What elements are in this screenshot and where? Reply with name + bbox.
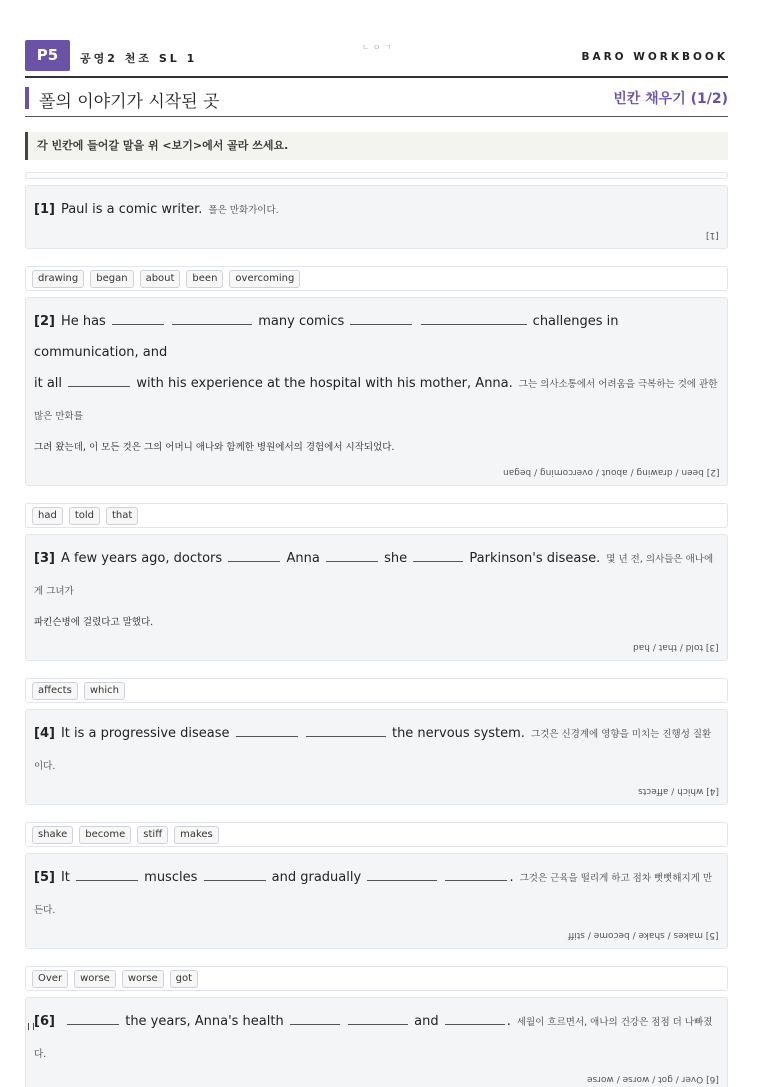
korean-translation: 세월이 흐르면서, 애나의 건강은 점점 더 나빠졌다. xyxy=(34,1017,713,1060)
top-header xyxy=(25,40,728,78)
question-text: . xyxy=(509,870,514,885)
word-chip: makes xyxy=(174,826,219,844)
question-number: [4] xyxy=(34,726,55,741)
word-chip: worse xyxy=(122,970,164,988)
question-text: It is a progressive disease xyxy=(60,726,230,741)
word-chip: overcoming xyxy=(229,270,300,288)
word-chip: Over xyxy=(32,970,68,988)
question-text: with his experience at the hospital with his mother, Anna. xyxy=(136,376,513,391)
answer-blank[interactable] xyxy=(445,867,507,881)
question-6 xyxy=(25,997,728,1087)
answer-blank[interactable] xyxy=(172,311,252,325)
title-accent-bar xyxy=(25,87,29,109)
question-number: [3] xyxy=(34,551,55,566)
question-number: [5] xyxy=(34,870,55,885)
word-bank-2 xyxy=(25,266,728,291)
answer-key: [4] which / affects xyxy=(638,786,719,796)
korean-translation-line xyxy=(34,607,719,638)
answer-blank[interactable] xyxy=(67,1011,119,1025)
word-chip: become xyxy=(79,826,131,844)
title-row xyxy=(25,84,728,117)
answer-blank[interactable] xyxy=(204,867,266,881)
question-text: Paul is a comic writer. xyxy=(60,202,203,217)
question-text: and xyxy=(414,1014,439,1029)
word-chip: been xyxy=(186,270,223,288)
question-1 xyxy=(25,185,728,249)
answer-blank[interactable] xyxy=(367,867,437,881)
word-chip: worse xyxy=(74,970,116,988)
answer-blank[interactable] xyxy=(445,1011,505,1025)
word-bank-4 xyxy=(25,678,728,703)
word-bank-3 xyxy=(25,503,728,528)
worksheet-page xyxy=(25,40,728,1087)
page-badge: P5 xyxy=(25,40,70,71)
question-line xyxy=(34,1006,719,1070)
question-text: and gradually xyxy=(271,870,362,885)
word-chip: had xyxy=(32,507,63,525)
word-bank-5 xyxy=(25,822,728,847)
answer-key: [1] xyxy=(706,230,719,240)
answer-blank[interactable] xyxy=(348,1011,408,1025)
korean-translation: 몇 년 전, 의사들은 애나에게 그녀가 xyxy=(34,554,714,597)
question-text: A few years ago, doctors xyxy=(60,551,223,566)
question-text: challenges in communication, and xyxy=(34,314,619,360)
question-line xyxy=(34,543,719,607)
answer-blank[interactable] xyxy=(112,311,164,325)
answer-blank[interactable] xyxy=(76,867,138,881)
empty-word-bank xyxy=(25,172,728,179)
korean-translation: 폴은 만화가이다. xyxy=(208,205,279,216)
page-title: 폴의 이야기가 시작된 곳 xyxy=(39,92,220,112)
question-4 xyxy=(25,709,728,805)
korean-translation: 그것은 신경계에 영향을 미치는 진행성 질환이다. xyxy=(34,729,712,772)
answer-key: [6] Over / got / worse / worse xyxy=(587,1074,719,1084)
question-text: Parkinson's disease. xyxy=(469,551,601,566)
word-chip: which xyxy=(84,682,125,700)
question-text: It xyxy=(60,870,70,885)
question-text: she xyxy=(384,551,408,566)
answer-blank[interactable] xyxy=(236,723,298,737)
answer-key: [2] been / drawing / about / overcoming / began xyxy=(502,467,719,477)
question-text: many comics xyxy=(258,314,345,329)
question-line xyxy=(34,368,719,432)
answer-blank[interactable] xyxy=(306,723,386,737)
instruction: 각 빈칸에 들어갈 말을 위 <보기>에서 골라 쓰세요. xyxy=(25,132,728,160)
answer-blank[interactable] xyxy=(68,373,130,387)
word-chip: began xyxy=(90,270,133,288)
question-2 xyxy=(25,297,728,486)
korean-translation: 그는 의사소통에서 어려움을 극복하는 것에 관한 많은 만화를 xyxy=(34,379,718,422)
answer-key: [3] told / that / had xyxy=(633,642,719,652)
question-3 xyxy=(25,534,728,661)
question-line xyxy=(34,718,719,782)
course-label: 공영2 천조 SL 1 xyxy=(80,52,198,65)
word-chip: drawing xyxy=(32,270,84,288)
word-chip: that xyxy=(106,507,138,525)
word-bank-6 xyxy=(25,966,728,991)
word-chip: told xyxy=(69,507,100,525)
page-subtitle: 빈칸 채우기 (1/2) xyxy=(613,91,728,107)
korean-translation-line xyxy=(34,432,719,463)
answer-blank[interactable] xyxy=(290,1011,340,1025)
question-text: muscles xyxy=(144,870,198,885)
question-text: it all xyxy=(34,376,63,391)
korean-translation: 그려 왔는데, 이 모든 것은 그의 어머니 애나와 함께한 병원에서의 경험에서 시작되었다. xyxy=(34,442,395,453)
answer-key: [5] makes / shake / become / stiff xyxy=(568,930,719,940)
page-footer: II xyxy=(27,1022,37,1033)
word-chip: got xyxy=(170,970,198,988)
answer-blank[interactable] xyxy=(421,311,527,325)
brand-label: BARO WORKBOOK xyxy=(581,51,728,63)
question-line xyxy=(34,862,719,926)
korean-translation: 파킨슨병에 걸렸다고 말했다. xyxy=(34,617,154,628)
question-5 xyxy=(25,853,728,949)
answer-blank[interactable] xyxy=(413,548,463,562)
word-chip: stiff xyxy=(137,826,168,844)
question-text: Anna xyxy=(286,551,320,566)
page-marker: ㄴㅇㄱ xyxy=(362,43,395,52)
question-text: the years, Anna's health xyxy=(125,1014,284,1029)
answer-blank[interactable] xyxy=(228,548,280,562)
word-chip: about xyxy=(140,270,181,288)
answer-blank[interactable] xyxy=(326,548,378,562)
question-number: [1] xyxy=(34,202,55,217)
question-line xyxy=(34,306,719,368)
question-line xyxy=(34,194,719,226)
word-chip: affects xyxy=(32,682,78,700)
question-text: . xyxy=(506,1014,511,1029)
question-text: the nervous system. xyxy=(391,726,525,741)
question-text: He has xyxy=(60,314,106,329)
question-number: [6] xyxy=(34,1014,55,1029)
answer-blank[interactable] xyxy=(350,311,412,325)
korean-translation: 그것은 근육을 떨리게 하고 점차 뻣뻣해지게 만든다. xyxy=(34,873,713,916)
word-chip: shake xyxy=(32,826,73,844)
question-number: [2] xyxy=(34,314,55,329)
